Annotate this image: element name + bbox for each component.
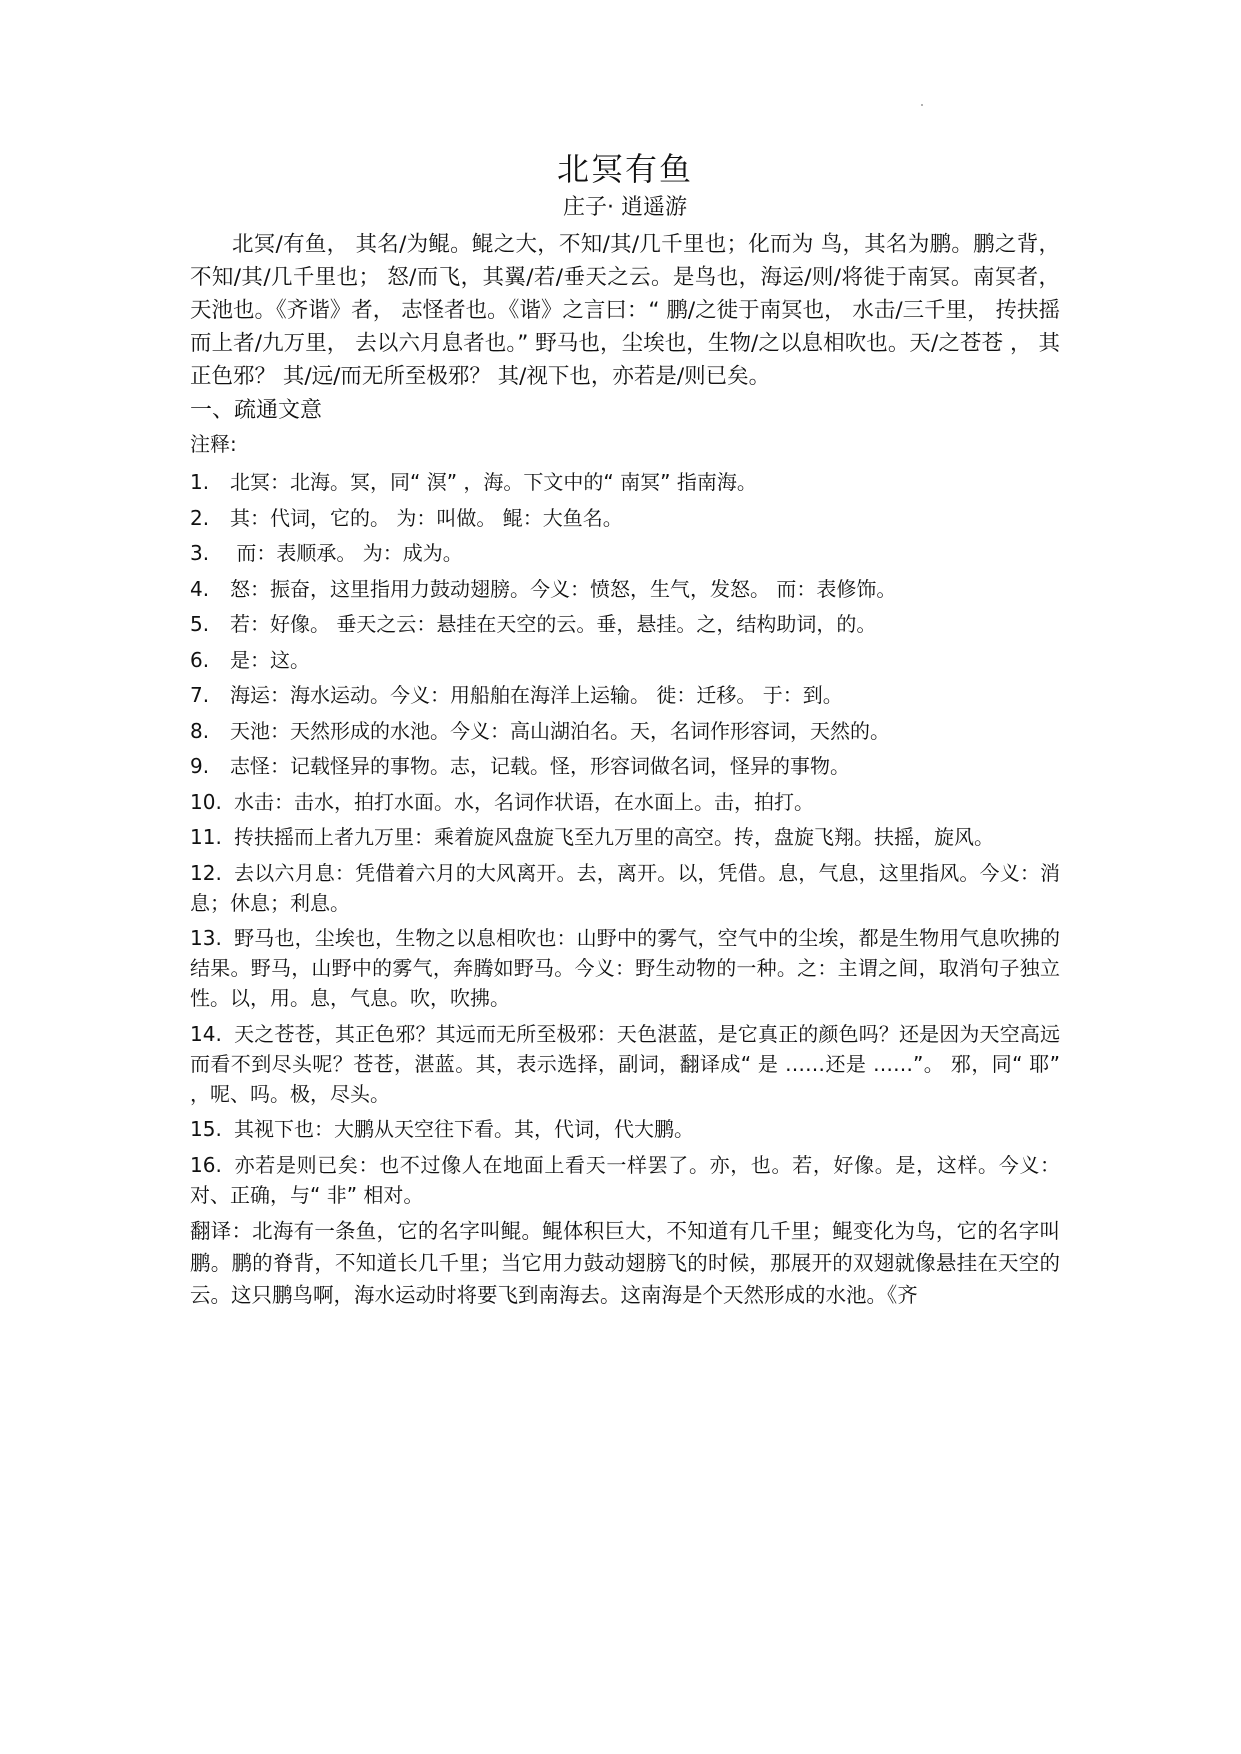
note-item — [190, 645, 1060, 675]
note-number: 14. — [190, 1021, 222, 1046]
note-item — [190, 716, 1060, 746]
note-text: 亦若是则已矣：也不过像人在地面上看天一样罢了。亦，也。若，好像。是，这样。今义：对、正确，与“ 非” 相对。 — [190, 1152, 1060, 1207]
note-number: 16. — [190, 1152, 222, 1177]
page-subtitle: 庄子· 逍遥游 — [563, 195, 687, 220]
note-text: 天池：天然形成的水池。今义：高山湖泊名。天，名词作形容词，天然的。 — [230, 718, 890, 743]
note-text: 其：代词，它的。 为：叫做。 鲲：大鱼名。 — [230, 505, 623, 530]
note-text: 野马也，尘埃也，生物之以息相吹也：山野中的雾气，空气中的尘埃，都是生物用气息吹拂的结果。野马，山野中的雾气，奔腾如野马。今义：野生动物的一种。之：主谓之间，取消句子独立性。以，用。息，气息。吹，吹拂。 — [190, 926, 1060, 1010]
note-number: 5. — [190, 612, 210, 636]
note-item — [190, 751, 1060, 781]
note-item — [190, 680, 1060, 710]
note-number: 13. — [190, 926, 222, 950]
note-text: 志怪：记载怪异的事物。志，记载。怪，形容词做名词，怪异的事物。 — [230, 754, 850, 778]
note-text: 天之苍苍，其正色邪？其远而无所至极邪：天色湛蓝，是它真正的颜色吗？还是因为天空高远而看不到尽头呢？苍苍，湛蓝。其，表示选择，副词，翻译成“ 是 ……还是 ……”。 邪，同“ 耶” ，呢、吗。极，尽头。 — [190, 1021, 1060, 1106]
classical-passage: 北冥/有鱼， 其名/为鲲。鲲之大，不知/其/几千里也；化而为 鸟，其名为鹏。鹏之背，不知/其/几千里也； 怒/而飞，其翼/若/垂天之云。是鸟也，海运/则/将徙于南冥。南冥者，天池也。《齐谐》者， 志怪者也。《谐》之言曰：“ 鹏/之徙于南冥也， 水击/三千里， 抟扶摇而上者/九万里， 去以六月息者也。” 野马也，尘埃也，生物/之以息相吹也。天/之苍苍 ， 其正色邪？ 其/远/而无所至极邪？ 其/视下也，亦若是/则已矣。 — [190, 232, 1060, 389]
notes-label: 注释: — [190, 432, 237, 456]
note-item — [190, 609, 1060, 639]
note-number: 8. — [190, 718, 210, 743]
note-item — [190, 538, 1060, 568]
note-text: 水击：击水，拍打水面。水，名词作状语，在水面上。击，拍打。 — [234, 789, 814, 814]
note-item — [190, 787, 1060, 817]
note-item — [190, 923, 1060, 1013]
note-item — [190, 467, 1060, 497]
translation-paragraph: 翻译：北海有一条鱼，它的名字叫鲲。鲲体积巨大，不知道有几千里；鲲变化为鸟，它的名字叫鹏。鹏的脊背，不知道长几千里；当它用力鼓动翅膀飞的时候，那展开的双翅就像悬挂在天空的云。这只鹏鸟啊，海水运动时将要飞到南海去。这南海是个天然形成的水池。《齐 — [190, 1219, 1060, 1307]
note-number: 4. — [190, 576, 210, 601]
note-item — [190, 503, 1060, 533]
note-number: 2. — [190, 505, 210, 530]
note-number: 12. — [190, 860, 222, 885]
note-text: 海运：海水运动。今义：用船舶在海洋上运输。 徙：迁移。 于：到。 — [230, 683, 843, 707]
note-number: 6. — [190, 647, 210, 672]
note-item — [190, 1150, 1060, 1210]
notes-list — [190, 467, 1060, 1210]
note-number: 1. — [190, 470, 210, 494]
note-number: 7. — [190, 683, 210, 707]
note-text: 去以六月息：凭借着六月的大风离开。去，离开。以，凭借。息，气息，这里指风。今义：消息；休息；利息。 — [190, 860, 1060, 915]
page-title: 北冥有鱼 — [556, 150, 693, 188]
note-number: 11. — [190, 825, 222, 849]
note-item — [190, 574, 1060, 604]
note-text: 是：这。 — [230, 647, 310, 672]
note-text: 怒：振奋，这里指用力鼓动翅膀。今义：愤怒，生气，发怒。 而：表修饰。 — [230, 576, 897, 601]
note-number: 9. — [190, 754, 210, 778]
note-number: 10. — [190, 789, 222, 814]
note-item — [190, 858, 1060, 918]
note-item — [190, 822, 1060, 852]
note-text: 其视下也：大鹏从天空往下看。其，代词，代大鹏。 — [234, 1117, 694, 1141]
note-number: 3. — [190, 541, 210, 565]
corner-dot-mark — [921, 104, 923, 106]
note-item — [190, 1019, 1060, 1109]
document-content — [190, 146, 1060, 1311]
note-text: 北冥：北海。冥，同“ 溟” ，海。下文中的“ 南冥” 指南海。 — [230, 470, 757, 494]
note-item — [190, 1114, 1060, 1144]
note-text: 若：好像。 垂天之云：悬挂在天空的云。垂，悬挂。之，结构助词，的。 — [230, 612, 877, 636]
note-text: 而：表顺承。 为：成为。 — [230, 541, 463, 565]
note-text: 抟扶摇而上者九万里：乘着旋风盘旋飞至九万里的高空。抟，盘旋飞翔。扶摇，旋风。 — [234, 825, 994, 849]
section-heading: 一、疏通文意 — [190, 398, 323, 423]
note-number: 15. — [190, 1117, 222, 1141]
